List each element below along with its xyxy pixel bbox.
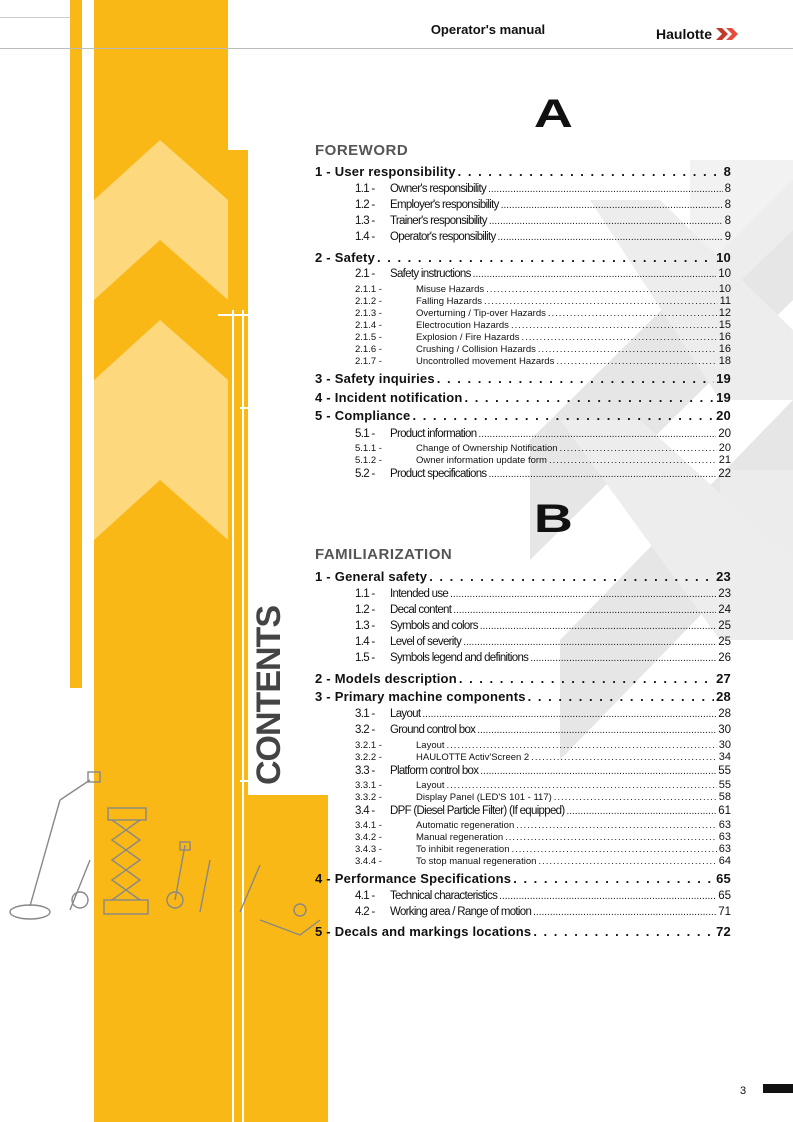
toc-entry-number: 1.4 -: [355, 636, 375, 648]
toc-leader-dots: [463, 637, 716, 648]
toc-leader-dots: [533, 907, 716, 918]
toc-entry[interactable]: [355, 215, 731, 227]
toc-entry-number: 1.1 -: [355, 588, 375, 600]
toc-leader-dots: [498, 232, 723, 243]
toc-entry-page: 20: [718, 442, 731, 454]
toc-leader-dots: [437, 371, 714, 386]
toc-leader-dots: [554, 792, 717, 803]
toc-entry-number: 1.4 -: [355, 231, 375, 243]
toc-entry-page: 30: [718, 724, 731, 736]
toc-entry-number: 1.2 -: [355, 604, 375, 616]
toc-entry-title: HAULOTTE Activ'Screen 2: [416, 752, 530, 763]
toc-leader-dots: [459, 671, 714, 686]
toc-entry-number: 4 -: [315, 390, 331, 405]
toc-entry[interactable]: [355, 765, 731, 777]
toc-leader-dots: [486, 284, 717, 295]
toc-entry-number: 3.2 -: [355, 724, 375, 736]
toc-entry[interactable]: [355, 890, 731, 902]
toc-leader-dots: [478, 429, 716, 440]
toc-entry-title: Manual regeneration: [416, 832, 504, 843]
toc-entry[interactable]: [315, 689, 731, 704]
toc-entry[interactable]: [355, 819, 731, 831]
toc-entry-number: 3 -: [315, 689, 331, 704]
toc-entry-title: Safety inquiries: [334, 371, 435, 386]
toc-entry-page: 65: [716, 871, 731, 886]
toc-entry-number: 2 -: [315, 671, 331, 686]
toc-entry-page: 8: [724, 199, 731, 211]
toc-entry-number: 2 -: [315, 250, 331, 265]
toc-entry-page: 25: [718, 620, 731, 632]
toc-entry-page: 9: [724, 231, 731, 243]
toc-leader-dots: [548, 308, 717, 319]
toc-entry[interactable]: [315, 250, 731, 265]
toc-entry-number: 3.3.2 -: [355, 792, 382, 803]
toc-entry-number: 4.2 -: [355, 906, 375, 918]
toc-entry-title: Primary machine components: [334, 689, 526, 704]
toc-leader-dots: [480, 621, 716, 632]
toc-entry-number: 3.4 -: [355, 805, 375, 817]
toc-entry-number: 5 -: [315, 924, 331, 939]
toc-leader-dots: [458, 164, 722, 179]
toc-entry-number: 2.1.3 -: [355, 308, 382, 319]
toc-leader-dots: [450, 589, 716, 600]
toc-leader-dots: [453, 605, 716, 616]
toc-leader-dots: [412, 408, 714, 423]
toc-entry-title: Uncontrolled movement Hazards: [416, 356, 555, 367]
toc-entry-page: 30: [718, 739, 731, 751]
toc-leader-dots: [516, 820, 717, 831]
toc-entry-number: 2.1.4 -: [355, 320, 382, 331]
toc-entry-page: 10: [718, 283, 731, 295]
toc-entry-number: 2.1.1 -: [355, 284, 382, 295]
toc-entry-title: Automatic regeneration: [416, 820, 515, 831]
toc-entry-page: 18: [718, 355, 731, 367]
toc-entry-number: 5.1.1 -: [355, 443, 382, 454]
page-number: 3: [740, 1085, 747, 1097]
toc-entry[interactable]: [355, 751, 731, 763]
toc-entry-number: 3.3 -: [355, 765, 375, 777]
toc-leader-dots: [511, 320, 717, 331]
toc-entry-page: 26: [718, 652, 731, 664]
toc-entry-title: Decals and markings locations: [334, 924, 532, 939]
toc-entry-page: 58: [718, 791, 731, 803]
toc-entry[interactable]: [355, 442, 731, 454]
toc-entry-number: 2.1.5 -: [355, 332, 382, 343]
toc-entry-title: Explosion / Fire Hazards: [416, 332, 520, 343]
toc-entry-title: Compliance: [334, 408, 411, 423]
toc-entry[interactable]: [315, 164, 731, 179]
toc-entry-page: 12: [718, 307, 731, 319]
toc-entry-page: 28: [716, 689, 731, 704]
toc-entry-number: 2.1.2 -: [355, 296, 382, 307]
toc-entry-number: 3.4.1 -: [355, 820, 382, 831]
toc-entry-page: 27: [716, 671, 731, 686]
toc-entry[interactable]: [355, 708, 731, 720]
toc-leader-dots: [538, 856, 716, 867]
toc-leader-dots: [521, 332, 716, 343]
toc-entry-page: 63: [718, 843, 731, 855]
toc-entry[interactable]: [315, 408, 731, 423]
toc-entry-page: 15: [718, 319, 731, 331]
toc-entry-page: 23: [718, 588, 731, 600]
toc-entry-title: Level of severity: [390, 636, 462, 648]
toc-entry[interactable]: [355, 805, 731, 817]
toc-entry-title: Operator's responsibility: [390, 231, 496, 243]
toc-entry-number: 5.1 -: [355, 428, 375, 440]
toc-entry[interactable]: [355, 268, 731, 280]
toc-leader-dots: [505, 832, 717, 843]
toc-entry[interactable]: [355, 843, 731, 855]
toc-entry-title: Layout: [416, 740, 445, 751]
toc-entry[interactable]: [355, 283, 731, 295]
toc-entry-title: Decal content: [390, 604, 452, 616]
toc-entry-page: 64: [718, 855, 731, 867]
toc-leader-dots: [480, 766, 716, 777]
toc-entry[interactable]: [355, 906, 731, 918]
toc-entry-page: 10: [718, 268, 731, 280]
toc-leader-dots: [499, 891, 716, 902]
toc-entry[interactable]: [355, 652, 731, 664]
toc-entry-title: To stop manual regeneration: [416, 856, 537, 867]
toc-entry[interactable]: [355, 454, 731, 466]
toc-entry-page: 65: [718, 890, 731, 902]
toc-entry-title: User responsibility: [334, 164, 456, 179]
toc-entry-number: 1.3 -: [355, 620, 375, 632]
toc-entry-title: Safety: [334, 250, 376, 265]
toc-entry-title: Trainer's responsibility: [390, 215, 487, 227]
toc-leader-dots: [488, 469, 716, 480]
toc-entry-number: 3.2.1 -: [355, 740, 382, 751]
toc-entry-title: Layout: [416, 780, 445, 791]
toc-leader-dots: [549, 455, 717, 466]
toc-leader-dots: [484, 296, 718, 307]
toc-entry-title: Product specifications: [390, 468, 487, 480]
toc-entry-title: Crushing / Collision Hazards: [416, 344, 536, 355]
toc-entry-title: Display Panel (LED'S 101 - 117): [416, 792, 552, 803]
toc-leader-dots: [538, 344, 717, 355]
toc-entry-page: 22: [718, 468, 731, 480]
toc-entry-title: Owner's responsibility: [390, 183, 487, 195]
toc-entry[interactable]: [315, 390, 731, 405]
document-title: Operator's manual: [430, 22, 546, 37]
toc-entry-number: 3.4.4 -: [355, 856, 382, 867]
toc-entry-title: Change of Ownership Notification: [416, 443, 558, 454]
toc-entry-number: 1.5 -: [355, 652, 375, 664]
toc-entry[interactable]: [355, 739, 731, 751]
brand-logo: Haulotte: [656, 26, 712, 42]
toc-entry[interactable]: [355, 183, 731, 195]
toc-entry-title: Platform control box: [390, 765, 479, 777]
toc-entry-page: 21: [718, 454, 731, 466]
toc-entry-number: 4.1 -: [355, 890, 375, 902]
toc-entry-page: 28: [718, 708, 731, 720]
toc-leader-dots: [489, 216, 723, 227]
toc-entry-number: 1.1 -: [355, 183, 375, 195]
toc-entry[interactable]: [315, 671, 731, 686]
toc-entry-page: 8: [724, 215, 731, 227]
toc-entry[interactable]: [355, 636, 731, 648]
toc-entry-number: 2.1 -: [355, 268, 375, 280]
toc-entry-number: 1 -: [315, 164, 331, 179]
toc-entry[interactable]: [355, 855, 731, 867]
toc-entry[interactable]: [355, 331, 731, 343]
section-title-familiarization: FAMILIARIZATION: [315, 546, 453, 563]
section-title-foreword: FOREWORD: [315, 142, 409, 159]
toc-entry-page: 10: [716, 250, 731, 265]
toc-entry-title: Symbols legend and definitions: [390, 652, 529, 664]
toc-leader-dots: [422, 709, 716, 720]
toc-leader-dots: [473, 269, 717, 280]
toc-entry-title: Layout: [390, 708, 421, 720]
page-number-bar: [763, 1084, 793, 1093]
toc-entry-page: 63: [718, 831, 731, 843]
toc-entry-number: 5.2 -: [355, 468, 375, 480]
toc-leader-dots: [488, 184, 723, 195]
toc-leader-dots: [528, 689, 714, 704]
toc-entry[interactable]: [355, 791, 731, 803]
toc-entry-number: 3.3.1 -: [355, 780, 382, 791]
toc-leader-dots: [533, 924, 714, 939]
toc-entry-page: 25: [718, 636, 731, 648]
toc-entry-title: Ground control box: [390, 724, 476, 736]
toc-entry-number: 5.1.2 -: [355, 455, 382, 466]
section-letter-b: B: [533, 497, 571, 541]
toc-entry-title: Falling Hazards: [416, 296, 482, 307]
toc-leader-dots: [556, 356, 716, 367]
toc-leader-dots: [513, 871, 714, 886]
toc-entry-page: 71: [718, 906, 731, 918]
toc-leader-dots: [501, 200, 723, 211]
toc-entry-title: To inhibit regeneration: [416, 844, 510, 855]
haulotte-chevron-logo-icon: [716, 26, 746, 42]
toc-entry-number: 1.2 -: [355, 199, 375, 211]
toc-entry-page: 20: [716, 408, 731, 423]
toc-entry-page: 19: [716, 371, 731, 386]
toc-entry[interactable]: [315, 569, 731, 584]
toc-entry-title: Owner information update form: [416, 455, 547, 466]
toc-entry-title: Electrocution Hazards: [416, 320, 509, 331]
toc-entry[interactable]: [355, 343, 731, 355]
toc-entry[interactable]: [355, 231, 731, 243]
toc-entry-page: 8: [723, 164, 731, 179]
toc-entry-page: 8: [724, 183, 731, 195]
section-letter-a: A: [533, 92, 571, 136]
toc-entry-page: 24: [718, 604, 731, 616]
toc-entry-title: General safety: [334, 569, 428, 584]
contents-vertical-label: CONTENTS: [250, 606, 288, 785]
toc-entry-title: Employer's responsibility: [390, 199, 499, 211]
toc-entry-title: Performance Specifications: [334, 871, 512, 886]
toc-entry-number: 3 -: [315, 371, 331, 386]
toc-entry-page: 55: [718, 765, 731, 777]
toc-entry-number: 3.4.2 -: [355, 832, 382, 843]
toc-entry[interactable]: [355, 468, 731, 480]
toc-entry-page: 61: [718, 805, 731, 817]
toc-entry-title: Models description: [334, 671, 457, 686]
toc-entry-page: 63: [718, 819, 731, 831]
toc-leader-dots: [566, 806, 716, 817]
toc-entry[interactable]: [355, 307, 731, 319]
toc-entry-title: Working area / Range of motion: [390, 906, 532, 918]
toc-entry-page: 16: [718, 331, 731, 343]
toc-leader-dots: [511, 844, 716, 855]
toc-leader-dots: [447, 740, 717, 751]
toc-entry-number: 1.3 -: [355, 215, 375, 227]
toc-entry[interactable]: [355, 604, 731, 616]
toc-entry[interactable]: [355, 199, 731, 211]
toc-leader-dots: [464, 390, 714, 405]
toc-entry-number: 2.1.7 -: [355, 356, 382, 367]
toc-entry-title: Overturning / Tip-over Hazards: [416, 308, 546, 319]
toc-entry[interactable]: [355, 355, 731, 367]
toc-leader-dots: [447, 780, 717, 791]
toc-entry-title: Misuse Hazards: [416, 284, 485, 295]
toc-entry[interactable]: [355, 428, 731, 440]
toc-entry[interactable]: [355, 295, 731, 307]
toc-entry[interactable]: [355, 588, 731, 600]
toc-entry-title: Intended use: [390, 588, 449, 600]
toc-entry-page: 11: [719, 295, 731, 307]
toc-entry[interactable]: [315, 371, 731, 386]
toc-entry-number: 2.1.6 -: [355, 344, 382, 355]
toc-entry[interactable]: [355, 831, 731, 843]
toc-entry-title: Technical characteristics: [390, 890, 498, 902]
toc-leader-dots: [477, 725, 716, 736]
toc-entry[interactable]: [315, 871, 731, 886]
toc-leader-dots: [377, 250, 714, 265]
toc-leader-dots: [531, 752, 717, 763]
toc-entry-number: 1 -: [315, 569, 331, 584]
toc-entry-page: 34: [718, 751, 731, 763]
toc-entry-page: 16: [718, 343, 731, 355]
toc-entry-page: 23: [716, 569, 731, 584]
toc-entry-page: 20: [718, 428, 731, 440]
toc-entry-number: 5 -: [315, 408, 331, 423]
toc-entry-title: Product information: [390, 428, 477, 440]
toc-leader-dots: [560, 443, 717, 454]
toc-entry-page: 72: [716, 924, 731, 939]
toc-entry-number: 3.4.3 -: [355, 844, 382, 855]
toc-entry-title: Incident notification: [334, 390, 463, 405]
toc-leader-dots: [429, 569, 714, 584]
toc-entry-title: Symbols and colors: [390, 620, 478, 632]
toc-entry-title: Safety instructions: [390, 268, 471, 280]
toc-entry-title: DPF (Diesel Particle Filter) (If equipped): [390, 805, 565, 817]
toc-entry[interactable]: [355, 724, 731, 736]
toc-entry[interactable]: [355, 779, 731, 791]
toc-entry[interactable]: [355, 319, 731, 331]
toc-entry-page: 55: [718, 779, 731, 791]
toc-entry[interactable]: [355, 620, 731, 632]
toc-entry-page: 19: [716, 390, 731, 405]
toc-entry-number: 4 -: [315, 871, 331, 886]
toc-entry[interactable]: [315, 924, 731, 939]
toc-leader-dots: [530, 653, 716, 664]
toc-entry-number: 3.2.2 -: [355, 752, 382, 763]
toc-entry-number: 3.1 -: [355, 708, 375, 720]
